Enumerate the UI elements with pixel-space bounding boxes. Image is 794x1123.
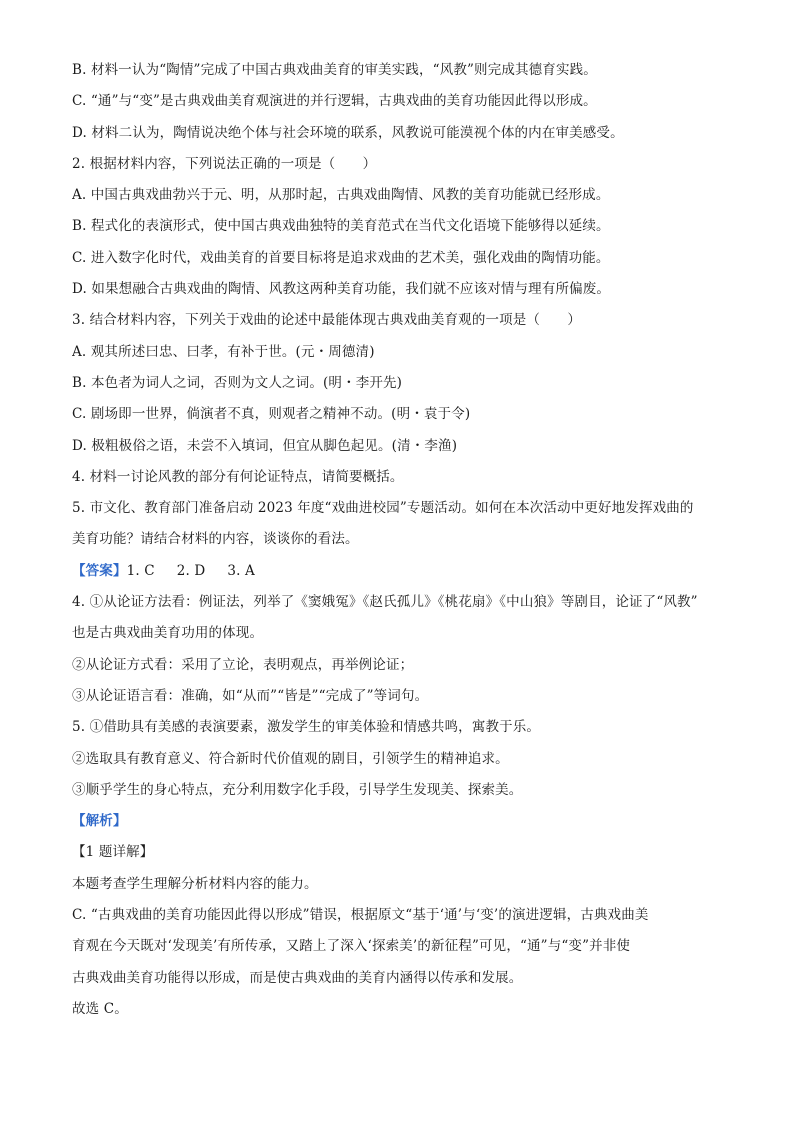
q2-stem: 2. 根据材料内容，下列说法正确的一项是（ ） — [72, 155, 377, 172]
analysis-line-4: 古典戏曲美育功能得以形成，而是使古典戏曲的美育内涵得以传承和发展。 — [72, 969, 523, 986]
answer-1: 1. C — [126, 562, 155, 579]
q1-option-b: B. 材料一认为“陶情”完成了中国古典戏曲美育的审美实践，“风教”则完成其德育实践。 — [72, 62, 597, 78]
answer-4-line-3: ②从论证方式看：采用了立论，表明观点，再举例论证； — [72, 656, 414, 673]
q3-option-d: D. 极粗极俗之语，未尝不入填词，但宜从脚色起见。(清・李渔) — [72, 437, 458, 454]
answer-5-line-3: ③顺乎学生的身心特点，充分利用数字化手段，引导学生发现美、探索美。 — [72, 781, 523, 798]
answer-4-line-4: ③从论证语言看：准确，如“从而”“皆是”“完成了”等词句。 — [72, 687, 429, 704]
answer-label: 【答案】 — [72, 562, 127, 579]
q2-option-b: B. 程式化的表演形式，使中国古典戏曲独特的美育范式在当代文化语境下能够得以延续。 — [72, 218, 610, 235]
q2-option-a: A. 中国古典戏曲勃兴于元、明，从那时起，古典戏曲陶情、风教的美育功能就已经形成。 — [72, 187, 610, 204]
answer-2: 2. D — [176, 562, 206, 579]
q1-option-d: D. 材料二认为，陶情说决绝个体与社会环境的联系，风教说可能漠视个体的内在审美感受。 — [72, 124, 624, 141]
q3-option-a: A. 观其所述曰忠、曰孝，有补于世。(元・周德清) — [72, 343, 375, 360]
answer-3: 3. A — [227, 562, 255, 579]
q3-option-b: B. 本色者为词人之词，否则为文人之词。(明・李开先) — [72, 374, 403, 391]
answer-5-line-2: ②选取具有教育意义、符合新时代价值观的剧目，引领学生的精神追求。 — [72, 750, 509, 767]
analysis-sub-label: 【1 题详解】 — [72, 844, 154, 861]
analysis-label: 【解析】 — [72, 813, 127, 830]
q1-option-c: C. “通”与“变”是古典戏曲美育观演进的并行逻辑，古典戏曲的美育功能因此得以形成。 — [72, 93, 597, 110]
q3-stem: 3. 结合材料内容，下列关于戏曲的论述中最能体现古典戏曲美育观的一项是（ ） — [72, 312, 582, 329]
analysis-line-2: C. “古典戏曲的美育功能因此得以形成”错误，根据原文“基于‘通’与‘变’的演进逻辑，古典戏曲美 — [72, 907, 649, 924]
answer-row — [72, 561, 732, 581]
analysis-line-5: 故选 C。 — [72, 1000, 128, 1017]
q5-stem-line-1: 5. 市文化、教育部门准备启动 2023 年度“戏曲进校园”专题活动。如何在本次活动中更好地发挥戏曲的 — [72, 500, 694, 517]
q5-stem-line-2: 美育功能？请结合材料的内容，谈谈你的看法。 — [72, 531, 359, 548]
q2-option-c: C. 进入数字化时代，戏曲美育的首要目标将是追求戏曲的艺术美，强化戏曲的陶情功能。 — [72, 249, 610, 266]
analysis-line-1: 本题考查学生理解分析材料内容的能力。 — [72, 875, 318, 892]
document-page — [72, 60, 732, 1030]
q2-option-d: D. 如果想融合古典戏曲的陶情、风教这两种美育功能，我们就不应该对情与理有所偏废。 — [72, 281, 611, 298]
answer-4-line-2: 也是古典戏曲美育功用的体现。 — [72, 625, 264, 642]
analysis-line-3: 育观在今天既对‘发现美’有所传承，又踏上了深入‘探索美’的新征程”可见，“通”与“变”并非使 — [72, 938, 631, 955]
q4-stem: 4. 材料一讨论风教的部分有何论证特点，请简要概括。 — [72, 468, 404, 485]
answer-5-line-1: 5. ①借助具有美感的表演要素，激发学生的审美体验和情感共鸣，寓教于乐。 — [72, 719, 541, 736]
answer-4-line-1: 4. ①从论证方法看：例证法，列举了《窦娥冤》《赵氏孤儿》《桃花扇》《中山狼》等剧目，论证了“风教” — [72, 594, 698, 611]
q3-option-c: C. 剧场即一世界，倘演者不真，则观者之精神不动。(明・袁于令) — [72, 406, 471, 423]
